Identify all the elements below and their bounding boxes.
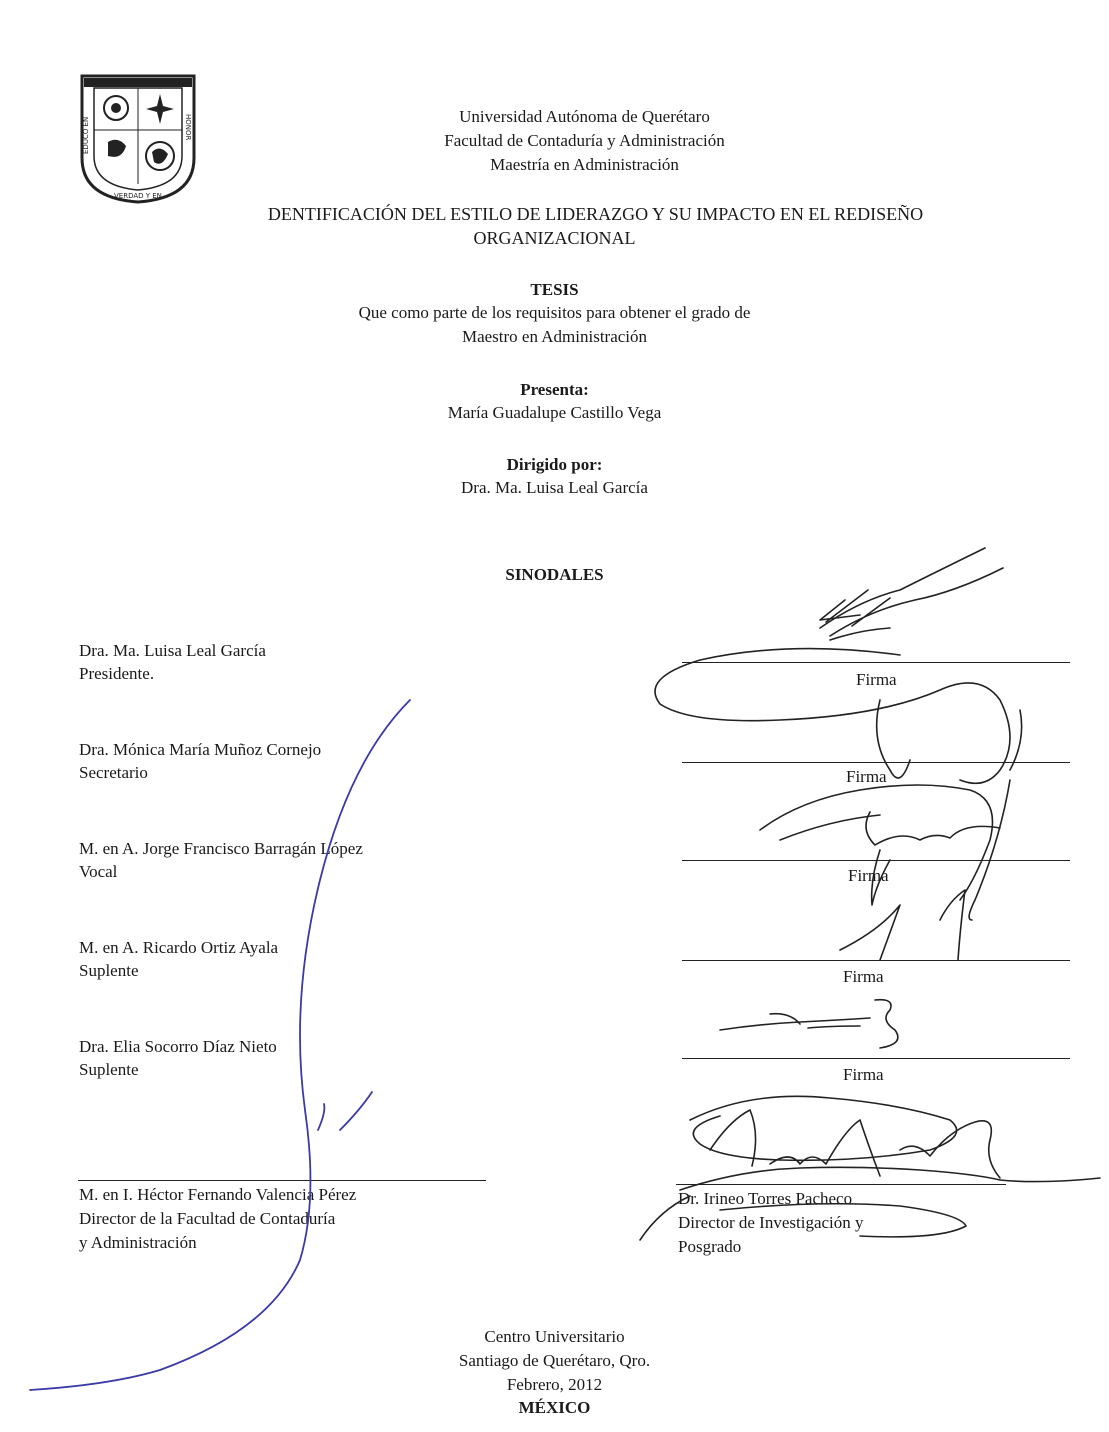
signature-label-2: Firma: [846, 767, 887, 786]
signature-label-1: Firma: [856, 670, 897, 689]
signature-label-4: Firma: [843, 967, 884, 986]
signature-stroke-1a: [820, 548, 1003, 636]
signature-stroke-4a: [720, 1000, 898, 1048]
signature-line-1: [682, 662, 1070, 663]
svg-text:VERDAD Y EN: VERDAD Y EN: [114, 192, 162, 200]
thesis-title-line2: ORGANIZACIONAL: [473, 228, 636, 248]
signature-stroke-2a: [760, 710, 1022, 920]
signature-label-5: Firma: [843, 1065, 884, 1084]
signature-stroke-3a: [840, 890, 965, 960]
presenter-label: Presenta:: [520, 380, 589, 399]
thesis-heading: TESIS: [530, 280, 579, 299]
signature-stroke-5c: [710, 1110, 1000, 1178]
member-5-role: Suplente: [79, 1060, 139, 1079]
signature-stroke-1c: [655, 649, 1010, 784]
authority-left-title: Director de la Facultad de Contaduría: [79, 1209, 336, 1228]
sinodales-heading: SINODALES: [505, 565, 604, 584]
thesis-title-line1: DENTIFICACIÓN DEL ESTILO DE LIDERAZGO Y SU IMPACTO EN EL REDISEÑO: [267, 204, 924, 224]
member-3-role: Vocal: [79, 862, 118, 881]
member-3-name: M. en A. Jorge Francisco Barragán López: [79, 839, 363, 858]
blue-ink-stroke-tick: [318, 1092, 372, 1130]
signature-stroke-2b: [780, 812, 1000, 845]
thesis-purpose-line1: Que como parte de los requisitos para obtener el grado de: [358, 303, 751, 322]
member-1-role: Presidente.: [79, 664, 155, 683]
signature-line-4: [682, 960, 1070, 961]
authority-right-name: Dr. Irineo Torres Pacheco: [678, 1189, 853, 1208]
signature-line-3: [682, 860, 1070, 861]
presenter-name: María Guadalupe Castillo Vega: [447, 403, 662, 422]
footer-country: MÉXICO: [518, 1398, 591, 1417]
signature-label-3: Firma: [848, 866, 889, 885]
university-name: Universidad Autónoma de Querétaro: [459, 107, 710, 126]
signature-stroke-5b: [680, 1167, 1100, 1190]
svg-text:EDUCO EN: EDUCO EN: [82, 116, 90, 154]
signature-stroke-1b: [820, 600, 890, 640]
authority-left-signature-line: [78, 1180, 486, 1181]
authority-left-name: M. en I. Héctor Fernando Valencia Pérez: [79, 1185, 357, 1204]
signature-stroke-5a: [690, 1096, 957, 1160]
authority-right-title-cont: Posgrado: [678, 1237, 742, 1256]
footer-date: Febrero, 2012: [506, 1375, 603, 1394]
authority-right-title: Director de Investigación y: [678, 1213, 864, 1232]
signature-line-2: [682, 762, 1070, 763]
member-2-role: Secretario: [79, 763, 148, 782]
program-name: Maestría en Administración: [490, 155, 679, 174]
member-1-name: Dra. Ma. Luisa Leal García: [79, 641, 266, 660]
member-4-name: M. en A. Ricardo Ortiz Ayala: [79, 938, 279, 957]
member-4-role: Suplente: [79, 961, 139, 980]
director-label: Dirigido por:: [506, 455, 603, 474]
faculty-name: Facultad de Contaduría y Administración: [444, 131, 725, 150]
svg-text:HONOR: HONOR: [184, 114, 192, 141]
thesis-purpose-line2: Maestro en Administración: [461, 327, 648, 346]
director-name: Dra. Ma. Luisa Leal García: [461, 478, 648, 497]
member-5-name: Dra. Elia Socorro Díaz Nieto: [79, 1037, 277, 1056]
authority-left-title-cont: y Administración: [79, 1233, 197, 1252]
member-2-name: Dra. Mónica María Muñoz Cornejo: [79, 740, 322, 759]
footer-campus: Centro Universitario: [484, 1327, 625, 1346]
footer-city: Santiago de Querétaro, Qro.: [458, 1351, 651, 1370]
authority-right-signature-line: [676, 1184, 1006, 1185]
signature-line-5: [682, 1058, 1070, 1059]
